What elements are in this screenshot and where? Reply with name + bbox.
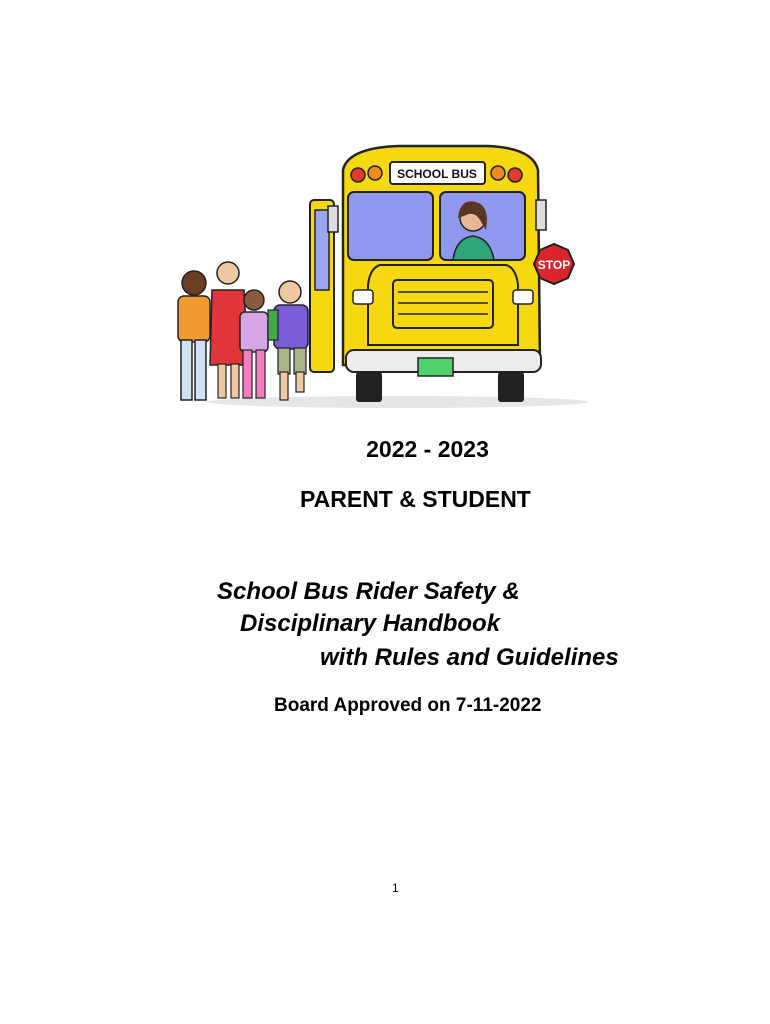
approval-date: Board Approved on 7-11-2022: [274, 695, 542, 716]
school-bus-illustration: [168, 140, 588, 415]
handbook-title-line-1: School Bus Rider Safety &: [217, 578, 520, 605]
page-number: 1: [392, 881, 399, 895]
handbook-title-line-3: with Rules and Guidelines: [320, 644, 619, 671]
handbook-title-line-2: Disciplinary Handbook: [240, 610, 501, 637]
audience-heading: PARENT & STUDENT: [300, 486, 531, 512]
children-group: [178, 262, 308, 400]
bus-sign-text: SCHOOL BUS: [397, 167, 477, 181]
school-year: 2022 - 2023: [366, 436, 489, 462]
stop-sign-text: STOP: [537, 258, 571, 272]
